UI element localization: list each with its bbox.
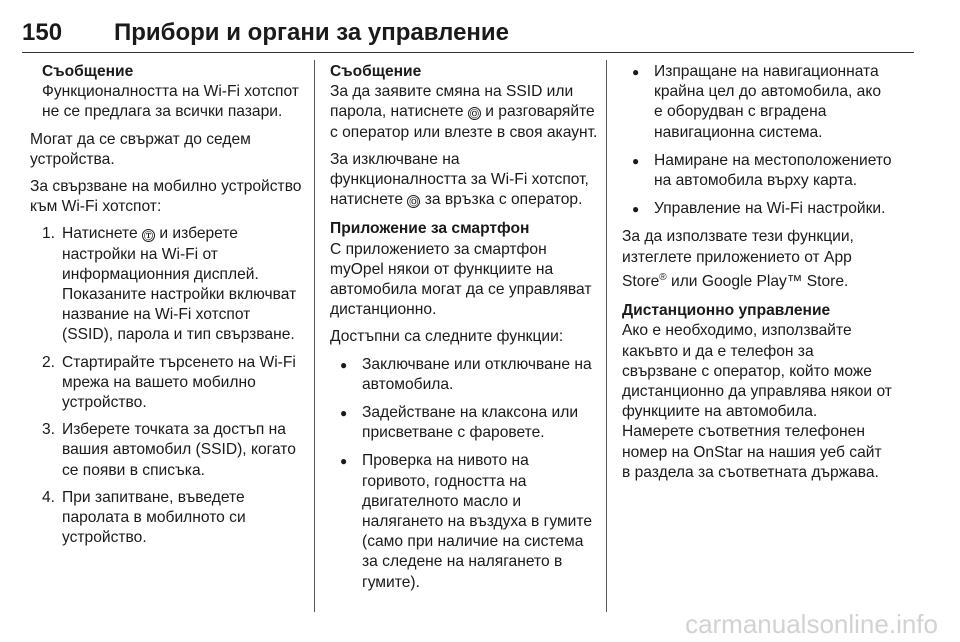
list-item: ● Намиране на местоположението на автомобила върху карта. xyxy=(632,151,892,190)
column-2 xyxy=(330,62,598,601)
list-item: 3. Изберете точката за достъп на вашия автомобил (SSID), когато се появи в списъка. xyxy=(42,421,296,479)
telephone-button-icon: Ⓣ xyxy=(143,231,153,242)
paragraph-functions-intro: Достъпни са следните функции: xyxy=(330,328,564,346)
paragraph-remote-control: Ако е необходимо, използвайте какъвто и да е телефон за свързване с оператор, който може дистанционно да управлява някои от функциите на автомобила. Намерете съответния телефонен номер на OnStar на нашия уеб сайт в раздела за съответната държава. xyxy=(622,322,892,481)
list-item: ● Задействане на клаксона или присветване с фаровете. xyxy=(340,404,579,442)
note-title: Съобщение xyxy=(330,63,422,80)
note-text: Функционалността на Wi-Fi хотспот не се предлага за всички пазари. xyxy=(42,83,299,121)
onstar-button-icon: Ⓞ xyxy=(409,197,419,208)
registered-mark: ® xyxy=(659,271,667,283)
list-item: ● Заключване или отключване на автомобила. xyxy=(340,355,592,393)
bullet-icon: ● xyxy=(340,357,348,372)
note-wifi-availability xyxy=(42,62,302,123)
onstar-button-icon: Ⓞ xyxy=(469,109,479,120)
header-rule xyxy=(22,52,914,53)
page-title: Прибори и органи за управление xyxy=(114,19,510,46)
page-number: 150 xyxy=(22,19,63,46)
column-divider-1 xyxy=(314,60,315,612)
list-item: 4. При запитване, въведете паролата в мобилното си устройство. xyxy=(42,488,246,547)
column-1 xyxy=(30,62,302,555)
bullet-icon: ● xyxy=(340,406,348,421)
bullet-icon: ● xyxy=(632,153,640,168)
bullet-icon: ● xyxy=(340,454,348,469)
note-ssid-change: Съобщение За да заявите смяна на SSID или парола, натиснете Ⓞ и разговаряйте с оператор или влезте в своя акаунт. xyxy=(330,63,598,141)
functions-list xyxy=(330,355,598,593)
list-item: 2. Стартирайте търсенето на Wi-Fi мрежа на вашето мобилно устройство. xyxy=(42,353,296,412)
heading-remote-control: Дистанционно управление xyxy=(622,302,831,320)
paragraph-download-app: За да използвате тези функции, изтеглете приложението от App Store® или Google Play™ Store. xyxy=(622,228,854,291)
bullet-icon: ● xyxy=(632,202,640,217)
note-title: Съобщение xyxy=(42,63,134,80)
page-header xyxy=(22,18,914,62)
paragraph-app-intro: С приложението за смартфон myOpel някои от функциите на автомобила могат да се управляват дистанционно. xyxy=(330,240,592,319)
paragraph-disable-hotspot: За изключване на функционалността за Wi-Fi хотспот, натиснете Ⓞ за връзка с оператор. xyxy=(330,150,589,209)
list-item: ● Проверка на нивото на горивото, годността на двигателното масло и налягането на въздуха в гумите (само при наличие на система за следене на налягането в гумите). xyxy=(340,452,593,591)
steps-list xyxy=(42,224,302,548)
bullet-icon: ● xyxy=(632,65,640,79)
watermark: carmanualsonline.info xyxy=(685,609,938,639)
heading-smartphone-app: Приложение за смартфон xyxy=(330,220,530,238)
paragraph-connect-intro: За свързване на мобилно устройство към Wi-Fi хотспот: xyxy=(30,178,302,216)
list-item: ● Изпращане на навигационната крайна цел до автомобила, ако е оборудван с вградена навигационна система. xyxy=(632,63,882,141)
list-item: ● Управление на Wi-Fi настройки. xyxy=(622,199,892,219)
column-divider-2 xyxy=(606,60,607,612)
functions-list-continued xyxy=(622,62,892,219)
column-3 xyxy=(622,62,892,490)
list-item: 1. Натиснете Ⓣ и изберете настройки на Wi-Fi от информационния дисплей. Показаните настройки включват название на Wi-Fi хотспот (SSID), парола и тип свързване. xyxy=(42,225,297,344)
paragraph-devices: Могат да се свържат до седем устройства. xyxy=(30,130,251,168)
